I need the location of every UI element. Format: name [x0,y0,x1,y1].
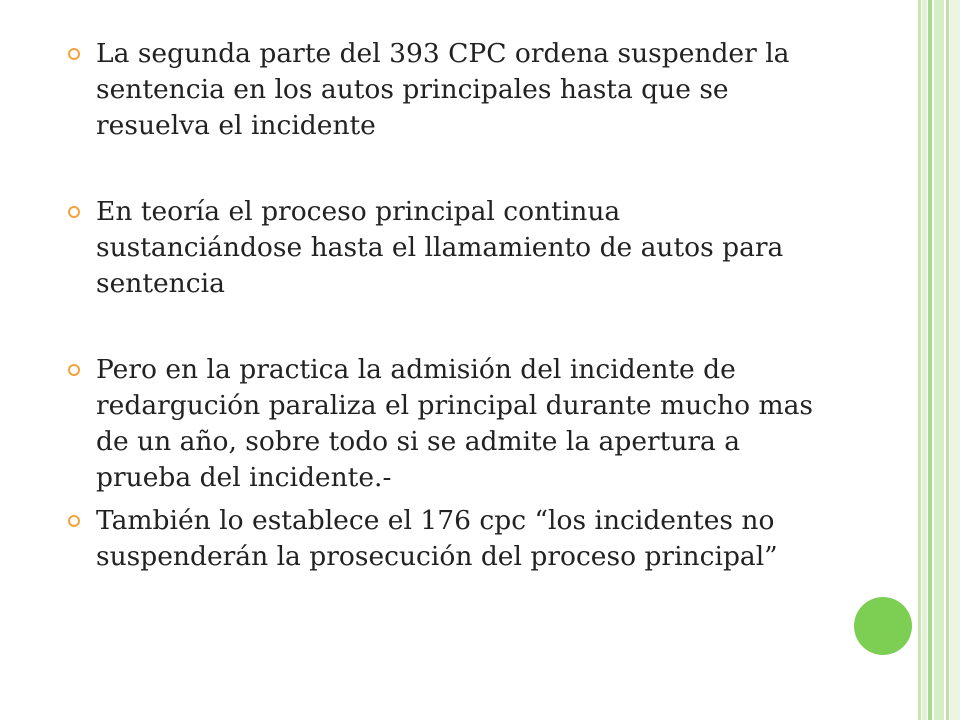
decorative-stripe [946,0,949,720]
circle-bullet-icon [68,206,80,218]
bullet-item [64,503,824,575]
bullet-item [64,194,824,302]
bullet-item [64,36,824,144]
bullet-item [64,352,824,496]
circle-bullet-icon [68,515,80,527]
decorative-stripe [918,0,921,720]
bullet-text: La segunda parte del 393 CPC ordena suspender la sentencia en los autos principales hasta que se resuelva el incidente [96,38,790,141]
circle-bullet-icon [68,364,80,376]
bullet-text: También lo establece el 176 cpc “los incidentes no suspenderán la prosecución del proceso principal” [96,505,778,572]
decorative-stripe [922,0,927,720]
bullet-text: Pero en la practica la admisión del incidente de redargución paraliza el principal durante mucho mas de un año, sobre todo si se admite la apertura a prueba del incidente.- [96,354,814,493]
bullet-list [64,36,824,575]
decorative-circle-icon [854,597,912,655]
bullet-text: En teoría el proceso principal continua sustanciándose hasta el llamamiento de autos para sentencia [96,196,784,299]
decorative-stripe [934,0,944,720]
decorative-stripe [928,0,932,720]
circle-bullet-icon [68,48,80,60]
decorative-stripe [950,0,960,720]
